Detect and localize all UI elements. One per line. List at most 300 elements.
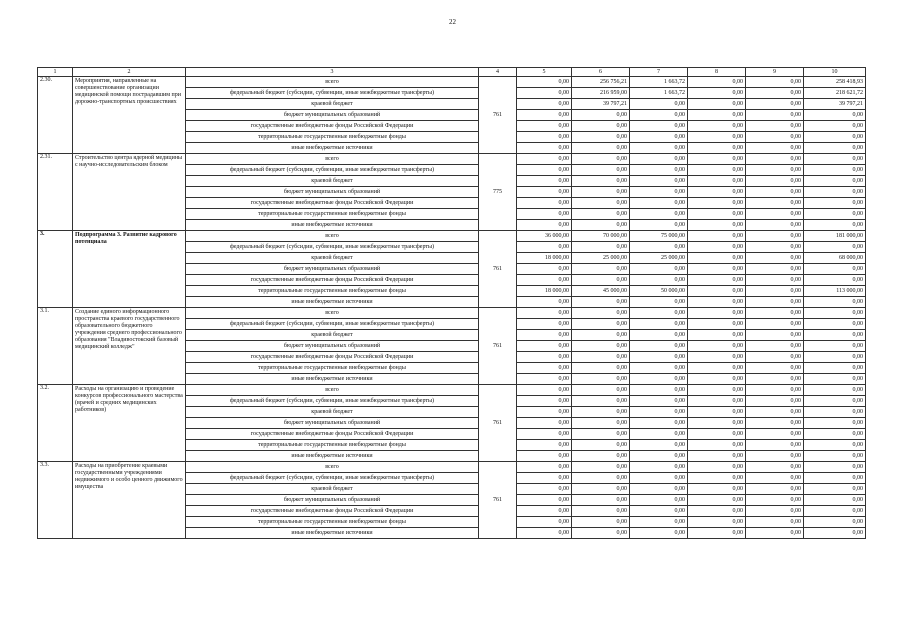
amount-cell: 0,00 [746,341,804,352]
amount-cell: 256 756,21 [572,77,630,88]
funding-source: государственные внебюджетные фонды Российской Федерации [186,352,479,363]
amount-cell: 0,00 [517,297,572,308]
amount-cell: 75 000,00 [630,231,688,242]
amount-cell: 0,00 [517,308,572,319]
amount-cell: 0,00 [746,231,804,242]
funding-source: бюджет муниципальных образований [186,110,479,121]
amount-cell: 0,00 [746,374,804,385]
column-header: 1 [38,68,73,77]
table-row [38,154,866,165]
page-number: 22 [449,18,456,26]
amount-cell: 0,00 [688,88,746,99]
amount-cell: 0,00 [688,264,746,275]
item-number: 2.31. [38,154,73,231]
amount-cell: 0,00 [572,385,630,396]
amount-cell: 0,00 [746,154,804,165]
amount-cell: 0,00 [804,165,866,176]
amount-cell: 0,00 [572,319,630,330]
funding-source: территориальные государственные внебюджетные фонды [186,209,479,220]
amount-cell: 0,00 [688,473,746,484]
funding-source: бюджет муниципальных образований [186,495,479,506]
amount-cell: 0,00 [688,451,746,462]
amount-cell: 0,00 [517,440,572,451]
amount-cell: 0,00 [630,209,688,220]
funding-source: федеральный бюджет (субсидии, субвенции, иные межбюджетные трансферты) [186,242,479,253]
amount-cell: 0,00 [688,231,746,242]
amount-cell: 0,00 [572,418,630,429]
amount-cell: 0,00 [804,495,866,506]
budget-table [37,67,866,539]
funding-source: всего [186,385,479,396]
amount-cell: 0,00 [630,352,688,363]
amount-cell: 0,00 [804,319,866,330]
amount-cell: 0,00 [630,418,688,429]
amount-cell: 0,00 [572,352,630,363]
amount-cell: 0,00 [746,121,804,132]
amount-cell: 0,00 [746,407,804,418]
amount-cell: 0,00 [746,220,804,231]
amount-cell: 0,00 [517,77,572,88]
amount-cell: 0,00 [572,264,630,275]
amount-cell: 0,00 [630,473,688,484]
amount-cell: 0,00 [517,143,572,154]
amount-cell: 0,00 [804,517,866,528]
amount-cell: 0,00 [746,440,804,451]
amount-cell: 0,00 [630,385,688,396]
budget-code: 761 [479,231,517,308]
amount-cell: 0,00 [572,187,630,198]
amount-cell: 0,00 [572,242,630,253]
amount-cell: 0,00 [746,297,804,308]
amount-cell: 0,00 [517,209,572,220]
amount-cell: 0,00 [688,440,746,451]
item-title: Создание единого информационного пространства краевого государственного образовательного бюджетного учреждения среднего профессионального образования "Владивостокский базовый медицинский колледж" [73,308,186,385]
amount-cell: 0,00 [630,308,688,319]
amount-cell: 0,00 [572,297,630,308]
amount-cell: 0,00 [804,264,866,275]
amount-cell: 39 797,21 [804,99,866,110]
amount-cell: 0,00 [630,363,688,374]
budget-code: 775 [479,154,517,231]
amount-cell: 0,00 [746,187,804,198]
amount-cell: 0,00 [572,198,630,209]
amount-cell: 0,00 [572,209,630,220]
amount-cell: 0,00 [572,407,630,418]
amount-cell: 0,00 [746,528,804,539]
amount-cell: 0,00 [804,275,866,286]
amount-cell: 0,00 [517,484,572,495]
table-row [38,77,866,88]
column-header: 6 [572,68,630,77]
amount-cell: 0,00 [804,473,866,484]
item-number: 3.2. [38,385,73,462]
amount-cell: 0,00 [688,484,746,495]
amount-cell: 0,00 [630,517,688,528]
amount-cell: 0,00 [630,319,688,330]
amount-cell: 0,00 [630,506,688,517]
funding-source: федеральный бюджет (субсидии, субвенции, иные межбюджетные трансферты) [186,319,479,330]
funding-source: всего [186,154,479,165]
amount-cell: 0,00 [804,220,866,231]
amount-cell: 0,00 [804,198,866,209]
amount-cell: 0,00 [688,253,746,264]
item-number: 3.3. [38,462,73,539]
amount-cell: 0,00 [688,308,746,319]
amount-cell: 0,00 [517,341,572,352]
column-header: 3 [186,68,479,77]
amount-cell: 0,00 [804,528,866,539]
funding-source: бюджет муниципальных образований [186,187,479,198]
amount-cell: 0,00 [630,374,688,385]
amount-cell: 0,00 [746,473,804,484]
item-title: Подпрограмма 3. Развитие кадрового потенциала [73,231,186,308]
funding-source: территориальные государственные внебюджетные фонды [186,440,479,451]
funding-source: иные внебюджетные источники [186,143,479,154]
amount-cell: 0,00 [517,165,572,176]
amount-cell: 218 621,72 [804,88,866,99]
funding-source: краевой бюджет [186,99,479,110]
column-number-row [38,68,866,77]
amount-cell: 0,00 [688,495,746,506]
amount-cell: 0,00 [804,451,866,462]
amount-cell: 0,00 [630,429,688,440]
amount-cell: 0,00 [517,319,572,330]
amount-cell: 181 000,00 [804,231,866,242]
amount-cell: 0,00 [517,385,572,396]
amount-cell: 0,00 [688,110,746,121]
funding-source: краевой бюджет [186,407,479,418]
amount-cell: 0,00 [804,363,866,374]
amount-cell: 0,00 [746,517,804,528]
amount-cell: 0,00 [688,396,746,407]
amount-cell: 0,00 [804,176,866,187]
amount-cell: 0,00 [688,374,746,385]
amount-cell: 0,00 [804,506,866,517]
funding-source: территориальные государственные внебюджетные фонды [186,363,479,374]
amount-cell: 0,00 [517,99,572,110]
column-header: 4 [479,68,517,77]
amount-cell: 0,00 [746,198,804,209]
amount-cell: 50 000,00 [630,286,688,297]
amount-cell: 0,00 [517,363,572,374]
funding-source: краевой бюджет [186,176,479,187]
column-header: 8 [688,68,746,77]
amount-cell: 0,00 [517,132,572,143]
amount-cell: 0,00 [746,308,804,319]
funding-source: федеральный бюджет (субсидии, субвенции, иные межбюджетные трансферты) [186,165,479,176]
amount-cell: 0,00 [517,198,572,209]
amount-cell: 0,00 [746,165,804,176]
amount-cell: 0,00 [630,451,688,462]
amount-cell: 0,00 [688,429,746,440]
amount-cell: 0,00 [630,440,688,451]
amount-cell: 0,00 [688,132,746,143]
amount-cell: 0,00 [804,209,866,220]
amount-cell: 0,00 [688,352,746,363]
amount-cell: 0,00 [688,363,746,374]
amount-cell: 0,00 [746,363,804,374]
funding-source: территориальные государственные внебюджетные фонды [186,132,479,143]
amount-cell: 0,00 [688,242,746,253]
amount-cell: 0,00 [688,220,746,231]
amount-cell: 0,00 [804,143,866,154]
amount-cell: 0,00 [746,495,804,506]
amount-cell: 0,00 [630,187,688,198]
amount-cell: 113 000,00 [804,286,866,297]
funding-source: иные внебюджетные источники [186,528,479,539]
amount-cell: 0,00 [572,154,630,165]
amount-cell: 0,00 [804,462,866,473]
amount-cell: 0,00 [746,429,804,440]
budget-code: 761 [479,308,517,385]
amount-cell: 0,00 [746,385,804,396]
amount-cell: 0,00 [517,451,572,462]
funding-source: бюджет муниципальных образований [186,418,479,429]
amount-cell: 0,00 [630,198,688,209]
amount-cell: 0,00 [688,209,746,220]
amount-cell: 0,00 [630,132,688,143]
amount-cell: 0,00 [746,396,804,407]
amount-cell: 1 663,72 [630,77,688,88]
budget-code: 761 [479,385,517,462]
amount-cell: 0,00 [517,495,572,506]
amount-cell: 0,00 [517,506,572,517]
amount-cell: 0,00 [572,462,630,473]
amount-cell: 0,00 [688,286,746,297]
funding-source: федеральный бюджет (субсидии, субвенции, иные межбюджетные трансферты) [186,396,479,407]
amount-cell: 0,00 [688,330,746,341]
amount-cell: 0,00 [804,110,866,121]
funding-source: краевой бюджет [186,253,479,264]
amount-cell: 0,00 [517,220,572,231]
amount-cell: 0,00 [572,275,630,286]
amount-cell: 0,00 [630,407,688,418]
amount-cell: 0,00 [630,176,688,187]
funding-source: всего [186,231,479,242]
amount-cell: 0,00 [688,77,746,88]
amount-cell: 0,00 [804,374,866,385]
amount-cell: 0,00 [517,418,572,429]
table-row [38,385,866,396]
amount-cell: 0,00 [804,132,866,143]
amount-cell: 0,00 [572,429,630,440]
amount-cell: 0,00 [630,264,688,275]
amount-cell: 0,00 [517,264,572,275]
amount-cell: 0,00 [746,462,804,473]
amount-cell: 0,00 [688,198,746,209]
amount-cell: 0,00 [746,418,804,429]
funding-source: государственные внебюджетные фонды Российской Федерации [186,121,479,132]
amount-cell: 0,00 [630,275,688,286]
amount-cell: 0,00 [688,297,746,308]
amount-cell: 0,00 [630,462,688,473]
amount-cell: 0,00 [517,374,572,385]
column-header: 2 [73,68,186,77]
column-header: 9 [746,68,804,77]
funding-source: бюджет муниципальных образований [186,341,479,352]
amount-cell: 0,00 [572,473,630,484]
amount-cell: 0,00 [804,308,866,319]
amount-cell: 36 000,00 [517,231,572,242]
amount-cell: 0,00 [804,429,866,440]
table-row [38,231,866,242]
table-body [38,77,866,539]
amount-cell: 0,00 [517,396,572,407]
amount-cell: 0,00 [630,396,688,407]
funding-source: всего [186,308,479,319]
amount-cell: 0,00 [746,253,804,264]
amount-cell: 39 797,21 [572,99,630,110]
amount-cell: 0,00 [804,242,866,253]
item-title: Мероприятия, направленные на совершенствование организации медицинской помощи пострадавшим при дорожно-транспортных происшествиях [73,77,186,154]
amount-cell: 0,00 [572,440,630,451]
funding-source: иные внебюджетные источники [186,451,479,462]
item-number: 2.30. [38,77,73,154]
amount-cell: 0,00 [517,528,572,539]
amount-cell: 25 000,00 [630,253,688,264]
amount-cell: 0,00 [688,517,746,528]
amount-cell: 216 959,00 [572,88,630,99]
amount-cell: 0,00 [517,121,572,132]
amount-cell: 0,00 [746,110,804,121]
amount-cell: 0,00 [746,176,804,187]
funding-source: иные внебюджетные источники [186,297,479,308]
amount-cell: 0,00 [517,154,572,165]
amount-cell: 0,00 [572,506,630,517]
amount-cell: 0,00 [630,220,688,231]
column-header: 10 [804,68,866,77]
amount-cell: 0,00 [804,297,866,308]
amount-cell: 0,00 [517,517,572,528]
funding-source: иные внебюджетные источники [186,220,479,231]
funding-source: федеральный бюджет (субсидии, субвенции, иные межбюджетные трансферты) [186,88,479,99]
amount-cell: 0,00 [746,88,804,99]
funding-source: всего [186,462,479,473]
amount-cell: 0,00 [804,330,866,341]
amount-cell: 0,00 [746,330,804,341]
amount-cell: 0,00 [517,352,572,363]
amount-cell: 0,00 [688,176,746,187]
funding-source: краевой бюджет [186,484,479,495]
amount-cell: 0,00 [572,528,630,539]
amount-cell: 0,00 [688,121,746,132]
amount-cell: 0,00 [688,275,746,286]
amount-cell: 0,00 [572,374,630,385]
funding-source: территориальные государственные внебюджетные фонды [186,517,479,528]
amount-cell: 0,00 [688,506,746,517]
amount-cell: 0,00 [746,286,804,297]
amount-cell: 0,00 [517,473,572,484]
amount-cell: 0,00 [804,418,866,429]
amount-cell: 0,00 [688,407,746,418]
amount-cell: 0,00 [746,242,804,253]
amount-cell: 0,00 [517,275,572,286]
amount-cell: 0,00 [572,495,630,506]
amount-cell: 0,00 [804,187,866,198]
amount-cell: 1 663,72 [630,88,688,99]
amount-cell: 0,00 [804,341,866,352]
item-title: Строительство центра ядерной медицины с научно-исследовательским блоком [73,154,186,231]
amount-cell: 0,00 [688,528,746,539]
amount-cell: 0,00 [572,363,630,374]
funding-source: территориальные государственные внебюджетные фонды [186,286,479,297]
funding-source: государственные внебюджетные фонды Российской Федерации [186,275,479,286]
budget-code: 761 [479,77,517,154]
funding-source: иные внебюджетные источники [186,374,479,385]
amount-cell: 0,00 [746,77,804,88]
amount-cell: 0,00 [688,385,746,396]
amount-cell: 258 418,93 [804,77,866,88]
amount-cell: 0,00 [572,121,630,132]
amount-cell: 0,00 [630,165,688,176]
amount-cell: 0,00 [572,396,630,407]
amount-cell: 0,00 [630,341,688,352]
amount-cell: 45 000,00 [572,286,630,297]
item-title: Расходы на приобретение краевыми государственными учреждениями недвижимого и особо ценного движимого имущества [73,462,186,539]
amount-cell: 0,00 [517,330,572,341]
amount-cell: 0,00 [517,242,572,253]
amount-cell: 0,00 [517,429,572,440]
amount-cell: 0,00 [804,396,866,407]
amount-cell: 0,00 [517,110,572,121]
amount-cell: 0,00 [572,308,630,319]
amount-cell: 0,00 [746,319,804,330]
table-row [38,308,866,319]
amount-cell: 0,00 [630,242,688,253]
amount-cell: 0,00 [746,506,804,517]
amount-cell: 0,00 [746,99,804,110]
amount-cell: 0,00 [688,462,746,473]
funding-source: бюджет муниципальных образований [186,264,479,275]
amount-cell: 0,00 [572,341,630,352]
amount-cell: 0,00 [688,418,746,429]
amount-cell: 0,00 [688,319,746,330]
amount-cell: 0,00 [688,99,746,110]
funding-source: государственные внебюджетные фонды Российской Федерации [186,429,479,440]
amount-cell: 0,00 [688,187,746,198]
amount-cell: 0,00 [517,407,572,418]
amount-cell: 0,00 [804,440,866,451]
amount-cell: 0,00 [517,187,572,198]
amount-cell: 0,00 [804,154,866,165]
amount-cell: 25 000,00 [572,253,630,264]
amount-cell: 0,00 [517,88,572,99]
amount-cell: 0,00 [746,451,804,462]
column-header: 5 [517,68,572,77]
amount-cell: 18 000,00 [517,286,572,297]
amount-cell: 0,00 [688,165,746,176]
column-header: 7 [630,68,688,77]
amount-cell: 0,00 [804,352,866,363]
funding-source: краевой бюджет [186,330,479,341]
budget-code: 761 [479,462,517,539]
funding-source: всего [186,77,479,88]
amount-cell: 0,00 [572,220,630,231]
amount-cell: 0,00 [688,341,746,352]
amount-cell: 70 000,00 [572,231,630,242]
amount-cell: 0,00 [688,154,746,165]
amount-cell: 0,00 [572,132,630,143]
amount-cell: 0,00 [572,517,630,528]
funding-source: государственные внебюджетные фонды Российской Федерации [186,506,479,517]
item-number: 3. [38,231,73,308]
amount-cell: 0,00 [688,143,746,154]
amount-cell: 0,00 [630,143,688,154]
amount-cell: 0,00 [630,99,688,110]
amount-cell: 18 000,00 [517,253,572,264]
amount-cell: 0,00 [572,143,630,154]
amount-cell: 0,00 [804,407,866,418]
